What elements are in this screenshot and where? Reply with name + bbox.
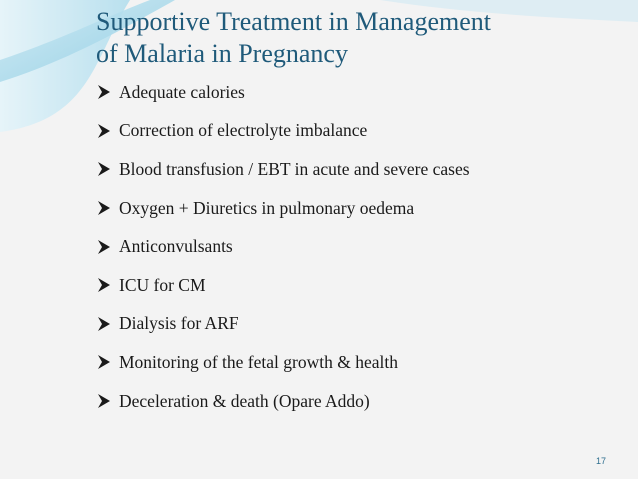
page-number: 17	[596, 456, 607, 466]
arrow-head-bullet-icon	[98, 394, 110, 408]
arrow-head-bullet-icon	[98, 317, 110, 331]
bullet-item	[98, 305, 470, 344]
bullet-list	[98, 73, 470, 420]
bullet-text: ICU for CM	[119, 274, 206, 295]
bullet-item	[98, 150, 470, 189]
bullet-text: Deceleration & death (Opare Addo)	[119, 390, 370, 411]
bullet-item	[98, 343, 470, 382]
arrow-head-bullet-icon	[98, 85, 110, 99]
bullet-text: Correction of electrolyte imbalance	[119, 120, 368, 141]
bullet-item	[98, 382, 470, 421]
arrow-head-bullet-icon	[98, 201, 110, 215]
bullet-item	[98, 112, 470, 151]
bullet-text: Dialysis for ARF	[119, 313, 239, 334]
bullet-text: Blood transfusion / EBT in acute and severe cases	[119, 158, 470, 179]
slide-title	[96, 6, 616, 70]
bullet-text: Oxygen + Diuretics in pulmonary oedema	[119, 197, 415, 218]
arrow-head-bullet-icon	[98, 278, 110, 292]
arrow-head-bullet-icon	[98, 240, 110, 254]
arrow-head-bullet-icon	[98, 355, 110, 369]
slide-title-line-2: of Malaria in Pregnancy	[96, 39, 348, 68]
bullet-text: Adequate calories	[119, 81, 245, 102]
bullet-text: Monitoring of the fetal growth & health	[119, 351, 398, 372]
bullet-item	[98, 189, 470, 228]
bullet-item	[98, 73, 470, 112]
arrow-head-bullet-icon	[98, 124, 110, 138]
bullet-item	[98, 266, 470, 305]
arrow-head-bullet-icon	[98, 162, 110, 176]
slide-title-line-1: Supportive Treatment in Management	[96, 7, 492, 36]
bullet-item	[98, 227, 470, 266]
bullet-text: Anticonvulsants	[119, 236, 233, 257]
